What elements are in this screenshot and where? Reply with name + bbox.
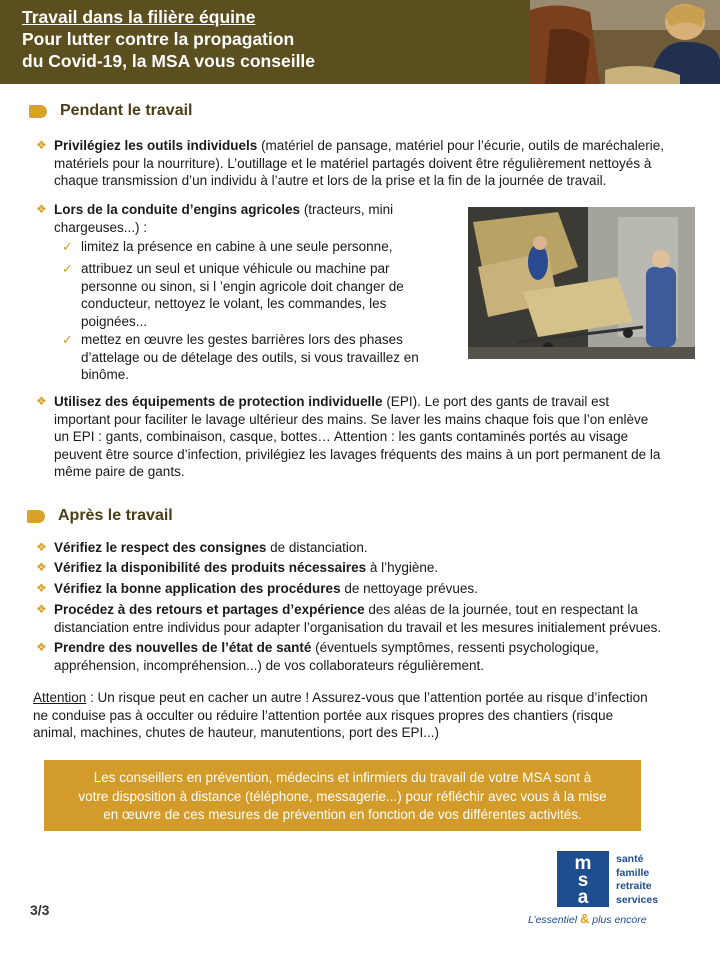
info-banner (44, 760, 641, 831)
item-text: de distanciation. (266, 540, 368, 555)
tagline-ampersand: & (579, 911, 590, 926)
attention-paragraph (33, 689, 693, 742)
header-title (22, 6, 315, 72)
item-bold-text: Lors de la conduite d’engins agricoles (54, 202, 301, 217)
item-text: à l’hygiène. (366, 560, 439, 575)
item-text: (matériel de pansage, matériel pour l’écurie, outils de maréchalerie, (257, 138, 665, 153)
tagline-text: plus encore (589, 914, 647, 926)
diamond-bullet-icon: ❖ (36, 560, 47, 574)
header-line-2: Pour lutter contre la propagation (22, 29, 295, 49)
item-text: des aléas de la journée, tout en respectant la (364, 602, 638, 617)
header-line-1: Travail dans la filière équine (22, 7, 256, 27)
sub-item-text: attribuez un seul et unique véhicule ou machine par (81, 261, 390, 276)
banner-text: Les conseillers en prévention, médecins et infirmiers du travail de votre MSA sont à (93, 770, 592, 785)
attention-text: animal, machines, chutes de hauteur, manutentions, port des EPI...) (33, 725, 439, 740)
header-horse-photo (530, 0, 720, 84)
banner-text: votre disposition à distance (téléphone, messagerie...) pour réfléchir avec vous à la mise (78, 788, 607, 804)
sub-item-cabine (81, 238, 461, 256)
diamond-bullet-icon: ❖ (36, 138, 47, 152)
item-bold-text: Privilégiez les outils individuels (54, 138, 258, 153)
header-banner (0, 0, 720, 84)
sub-item-gestes-barrieres (81, 331, 461, 384)
list-item (54, 601, 704, 636)
diamond-bullet-icon: ❖ (36, 581, 47, 595)
sub-item-vehicule (81, 260, 461, 330)
item-text: chargeuses...) : (54, 219, 148, 235)
banner-text: en œuvre de ces mesures de prévention en fonction de vos différentes activités. (103, 807, 582, 822)
logo-word: santé (616, 853, 644, 865)
item-bold-text: Utilisez des équipements de protection individuelle (54, 394, 383, 409)
diamond-bullet-icon: ❖ (36, 540, 47, 554)
sub-item-text: mettez en œuvre les gestes barrières lors des phases (81, 332, 403, 347)
list-item (54, 639, 704, 674)
item-text: (EPI). Le port des gants de travail est (382, 394, 610, 409)
item-bold-text: Procédez à des retours et partages d’expérience (54, 602, 365, 617)
section-title-pendant (29, 102, 193, 120)
item-outils-individuels (54, 137, 704, 190)
item-epi (54, 393, 704, 481)
item-text: (tracteurs, mini (300, 202, 394, 217)
item-text: important pour faciliter le lavage ultérieur des mains. Se laver les mains chaque fois que l’on enlève (54, 411, 649, 427)
item-text: même paire de gants. (54, 464, 185, 479)
hay-bale-photo (468, 207, 695, 359)
item-engins-agricoles (54, 201, 454, 236)
tagline-text: L’essentiel (528, 914, 580, 926)
item-text: chaque transmission d’un individu à l’autre et lors de la prise et la fin de la journée de travail. (54, 173, 607, 188)
item-text: peuvent être source d’infection, privilégiez les lavages fréquents des mains à un port permanent de la (54, 446, 661, 462)
svg-text:a: a (577, 887, 589, 907)
logo-word: famille (616, 866, 650, 879)
list-item (54, 559, 704, 577)
item-text: (éventuels symptômes, ressenti psychologique, (311, 640, 599, 655)
diamond-bullet-icon: ❖ (36, 202, 47, 216)
section-title-text: Pendant le travail (60, 102, 193, 119)
svg-text:s: s (577, 870, 589, 891)
sub-item-text: d’attelage ou de dételage des outils, si vous travaillez en (81, 349, 419, 365)
item-text: appréhension, incompréhension...) de vos collaborateurs régulièrement. (54, 657, 484, 673)
sub-item-text: limitez la présence en cabine à une seule personne, (81, 239, 393, 254)
item-text: distanciation entre individus pour adapter l’organisation du travail et les mesures initialement prévues. (54, 619, 662, 635)
checkmark-icon: ✓ (62, 332, 73, 347)
attention-label: Attention (33, 690, 87, 705)
attention-text: : Un risque peut en cacher un autre ! Assurez-vous que l’attention portée au risque d’infection (86, 690, 648, 705)
item-bold-text: Prendre des nouvelles de l’état de santé (54, 640, 312, 655)
section-marker-icon (27, 510, 45, 523)
list-item (54, 580, 704, 598)
logo-word: retraite (616, 880, 652, 892)
section-title-text: Après le travail (58, 507, 173, 524)
attention-text: ne conduise pas à occulter ou réduire l’attention portée aux risques propres des chantiers (risque (33, 707, 614, 723)
item-bold-text: Vérifiez la disponibilité des produits nécessaires (54, 560, 367, 575)
sub-item-text: conducteur, nettoyez le volant, les commandes, les (81, 296, 387, 311)
item-text: matériels pour la nourriture). L’outillage et le matériel partagés doivent être régulièrement nettoyés à (54, 155, 652, 171)
sub-item-text: binôme. (81, 367, 130, 382)
checkmark-icon: ✓ (62, 239, 73, 254)
section-marker-icon (29, 105, 47, 118)
section-title-apres (27, 507, 173, 525)
sub-item-text: poignées... (81, 313, 148, 329)
diamond-bullet-icon: ❖ (36, 394, 47, 408)
item-bold-text: Vérifiez la bonne application des procédures (54, 581, 341, 596)
logo-word: services (616, 893, 659, 906)
list-item (54, 539, 704, 557)
header-line-3: du Covid-19, la MSA vous conseille (22, 51, 316, 71)
diamond-bullet-icon: ❖ (36, 602, 47, 616)
item-text: un EPI : gants, combinaison, casque, bottes… Attention : les gants contaminés portés au visage (54, 429, 629, 444)
svg-text:m: m (574, 853, 592, 874)
page-number: 3/3 (30, 902, 50, 918)
msa-logo-words (616, 853, 658, 907)
checkmark-icon: ✓ (62, 261, 73, 276)
item-bold-text: Vérifiez le respect des consignes (54, 540, 267, 555)
sub-item-text: personne ou sinon, si l ’engin agricole doit changer de (81, 278, 404, 294)
item-text: de nettoyage prévues. (340, 581, 478, 596)
msa-logo-icon (557, 851, 609, 907)
msa-tagline (528, 911, 647, 926)
diamond-bullet-icon: ❖ (36, 640, 47, 654)
